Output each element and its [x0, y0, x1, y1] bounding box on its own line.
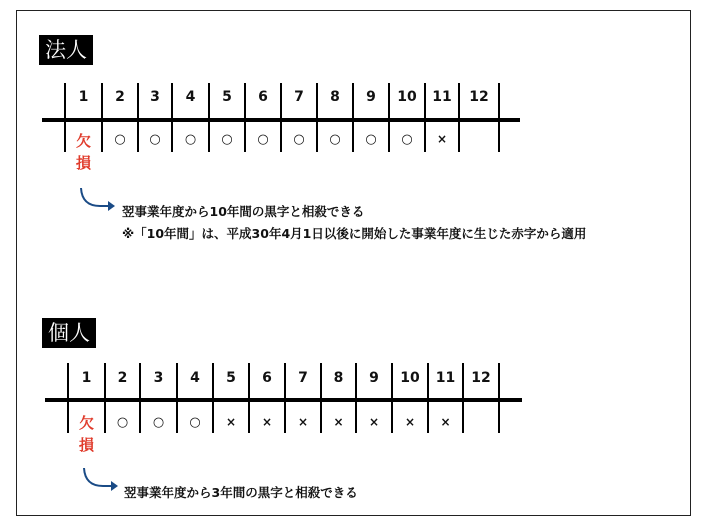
offsettable-mark: ○ [114, 132, 126, 147]
loss-marker-char: 損 [78, 436, 94, 454]
year-number: 9 [369, 370, 379, 386]
loss-marker-char: 欠 [75, 132, 91, 150]
year-number: 4 [190, 370, 200, 386]
loss-marker-char: 欠 [78, 414, 94, 432]
not-offsettable-mark: × [436, 132, 448, 146]
year-number: 10 [400, 370, 420, 386]
year-number: 5 [222, 89, 232, 105]
year-number: 10 [397, 89, 417, 105]
not-offsettable-mark: × [297, 415, 309, 429]
corporate-label: 法人 [39, 35, 93, 65]
year-number: 1 [81, 370, 92, 386]
year-number: 11 [435, 370, 456, 386]
offsettable-mark: ○ [116, 415, 129, 430]
not-offsettable-mark: × [261, 415, 273, 429]
loss-marker-char: 損 [75, 154, 91, 172]
year-number: 6 [258, 89, 268, 105]
year-number: 8 [330, 89, 340, 105]
offsettable-mark: ○ [257, 132, 269, 147]
offsettable-mark: ○ [149, 132, 161, 147]
year-number: 11 [432, 89, 452, 105]
offsettable-mark: ○ [293, 132, 305, 147]
offsettable-mark: ○ [365, 132, 377, 147]
offsettable-mark: ○ [401, 132, 413, 147]
year-number: 12 [471, 370, 491, 386]
year-number: 3 [153, 370, 164, 386]
loss-marker [69, 412, 105, 456]
not-offsettable-mark: × [225, 415, 237, 429]
year-number: 7 [294, 89, 304, 105]
not-offsettable-mark: × [368, 415, 380, 429]
offsettable-mark: ○ [329, 132, 341, 147]
year-number: 2 [117, 370, 128, 386]
year-number: 6 [262, 370, 272, 386]
year-number: 8 [333, 370, 344, 386]
year-number: 7 [298, 370, 308, 386]
year-number: 12 [469, 89, 489, 105]
year-number: 1 [78, 89, 89, 105]
offsettable-mark: ○ [152, 415, 165, 430]
not-offsettable-mark: × [440, 415, 451, 429]
individual-note: 翌事業年度から3年間の黒字と相殺できる [124, 485, 358, 500]
individual-arrow-icon [81, 466, 121, 496]
offsettable-mark: ○ [221, 132, 233, 147]
not-offsettable-mark: × [404, 415, 416, 429]
year-number: 5 [226, 370, 236, 386]
offsettable-mark: ○ [184, 132, 197, 147]
offsettable-mark: ○ [189, 415, 201, 430]
individual-label: 個人 [42, 318, 96, 348]
year-number: 3 [150, 89, 160, 105]
year-number: 9 [366, 89, 376, 105]
year-number: 4 [185, 89, 196, 105]
corporate-note-primary: 翌事業年度から10年間の黒字と相殺できる [122, 204, 365, 219]
not-offsettable-mark: × [333, 415, 344, 429]
year-number: 2 [115, 89, 125, 105]
corporate-note-secondary: ※「10年間」は、平成30年4月1日以後に開始した事業年度に生じた赤字から適用 [122, 226, 587, 241]
